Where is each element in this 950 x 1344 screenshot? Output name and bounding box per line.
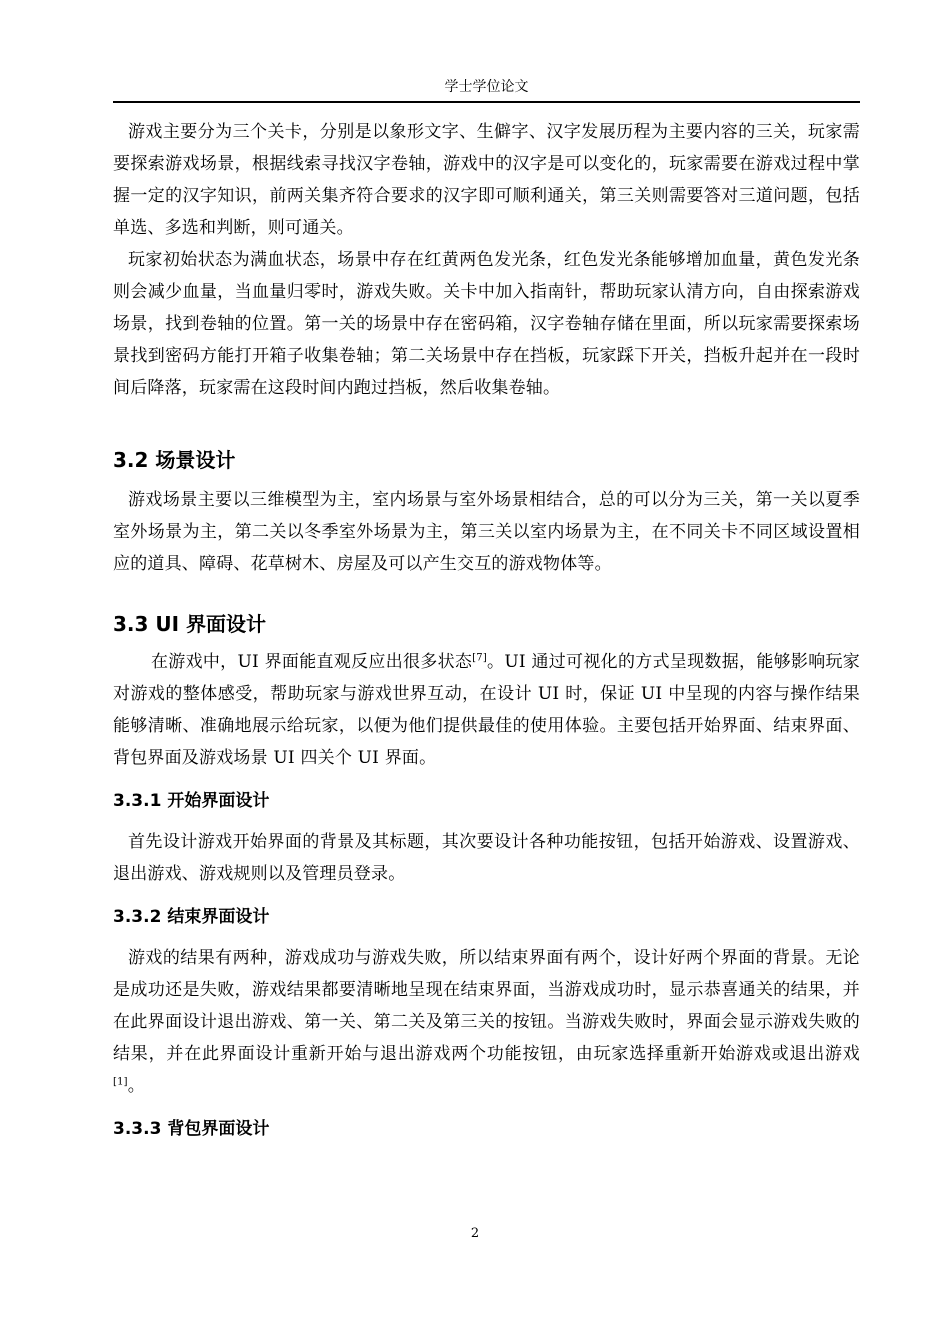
page-body: [113, 116, 860, 1142]
spacer: [113, 638, 860, 646]
page-number: 2: [470, 1226, 480, 1241]
running-header-title: 学士学位论文: [444, 79, 529, 95]
paragraph-start-screen: 首先设计游戏开始界面的背景及其标题，其次要设计各种功能按钮，包括开始游戏、设置游戏、退出游戏、游戏规则以及管理员登录。: [113, 832, 860, 884]
spacer: [113, 404, 860, 446]
paragraph-ui-design: [113, 646, 860, 774]
subsection-heading-3-3-2: 3.3.2 结束界面设计: [113, 907, 270, 927]
spacer: [113, 474, 860, 484]
subsection-heading-3-3-1: 3.3.1 开始界面设计: [113, 791, 270, 811]
header-rule: [113, 101, 860, 103]
end-screen-text-part1: 游戏的结果有两种，游戏成功与游戏失败，所以结束界面有两个，设计好两个界面的背景。无论是成功还是失败，游戏结果都要清晰地呈现在结束界面，当游戏成功时，显示恭喜通关的结果，并在此界面设计退出游戏、第一关、第二关及第三关的按钮。当游戏失败时，界面会显示游戏失败的结果，并在此界面设计重新开始与退出游戏两个功能按钮，由玩家选择重新开始游戏或退出游戏: [113, 948, 860, 1064]
spacer: [113, 774, 860, 788]
ui-design-text-part1: 在游戏中，UI 界面能直观反应出很多状态: [151, 652, 473, 672]
section-heading-3-3: 3.3 UI 界面设计: [113, 612, 267, 636]
spacer: [113, 1102, 860, 1116]
citation-7: [7]: [472, 652, 487, 664]
citation-1: [1]: [113, 1076, 128, 1088]
ui-design-text-part2: 。UI 通过可视化的方式呈现数据，能够影响玩家对游戏的整体感受，帮助玩家与游戏世界互动，在设计 UI 时，保证 UI 中呈现的内容与操作结果能够清晰、准确地展示给玩家，以便为他们提供最佳的使用体验。主要包括开始界面、结束界面、背包界面及游戏场景 UI 四关个 UI 界面。: [113, 652, 860, 768]
paragraph-scene-design: 游戏场景主要以三维模型为主，室内场景与室外场景相结合，总的可以分为三关，第一关以夏季室外场景为主，第二关以冬季室外场景为主，第三关以室内场景为主，在不同关卡不同区域设置相应的道具、障碍、花草树木、房屋及可以产生交互的游戏物体等。: [113, 490, 860, 574]
spacer: [113, 814, 860, 826]
spacer: [113, 890, 860, 904]
paragraph-end-screen: [113, 942, 860, 1102]
end-screen-text-part2: 。: [127, 1076, 145, 1096]
paragraph-player-state: 玩家初始状态为满血状态，场景中存在红黄两色发光条，红色发光条能够增加血量，黄色发光条则会减少血量，当血量归零时，游戏失败。关卡中加入指南针，帮助玩家认清方向，自由探索游戏场景，找到卷轴的位置。第一关的场景中存在密码箱，汉字卷轴存储在里面，所以玩家需要探索场景找到密码方能打开箱子收集卷轴；第二关场景中存在挡板，玩家踩下开关，挡板升起并在一段时间后降落，玩家需在这段时间内跑过挡板，然后收集卷轴。: [113, 250, 860, 398]
subsection-heading-3-3-3: 3.3.3 背包界面设计: [113, 1119, 270, 1139]
spacer: [113, 930, 860, 942]
spacer: [113, 580, 860, 610]
paragraph-levels-overview: 游戏主要分为三个关卡，分别是以象形文字、生僻字、汉字发展历程为主要内容的三关，玩家需要探索游戏场景，根据线索寻找汉字卷轴，游戏中的汉字是可以变化的，玩家需要在游戏过程中掌握一定的汉字知识，前两关集齐符合要求的汉字即可顺利通关，第三关则需要答对三道问题，包括单选、多选和判断，则可通关。: [113, 122, 860, 238]
section-heading-3-2: 3.2 场景设计: [113, 448, 236, 472]
